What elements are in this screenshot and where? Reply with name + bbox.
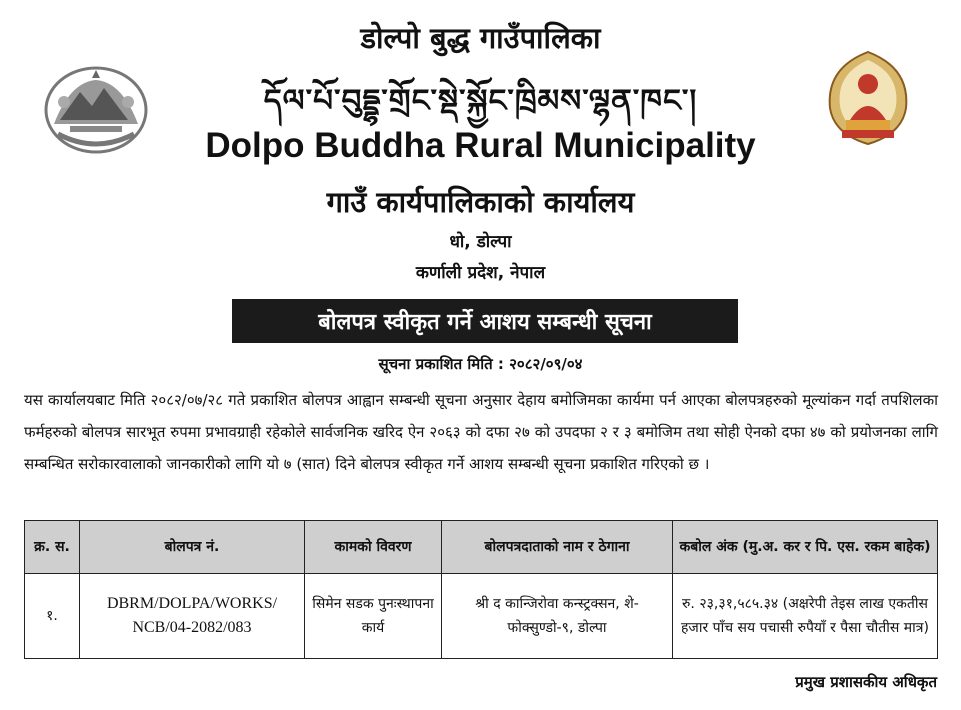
- office-title: गाउँ कार्यपालिकाको कार्यालय: [326, 185, 635, 219]
- address-line-2: कर्णाली प्रदेश, नेपाल: [415, 263, 546, 283]
- municipality-name-nepali: डोल्पो बुद्ध गाउँपालिका: [360, 21, 601, 55]
- notice-body: यस कार्यालयबाट मिति २०८२/०७/२८ गते प्रकाशित बोलपत्र आह्वान सम्बन्धी सूचना अनुसार देहाय बमोजिमका कार्यमा पर्न आएका बोलपत्रहरुको मूल्यांकन गर्दा तपशिलका फर्महरुको बोलपत्र सारभूत रुपमा प्रभावग्राही रहेकोले सार्वजनिक खरिद ऐन २०६३ को दफा २७ को उपदफा २ र ३ बमोजिम तथा सोही ऐनको दफा ४७ को प्रयोजनका लागि सम्बन्धित सरोकारवालाको जानकारीको लागि यो ७ (सात) दिने बोलपत्र स्वीकृत गर्ने आशय सम्बन्धी सूचना प्रकाशित गरिएको छ ।: [24, 391, 938, 473]
- cell-amount: रु. २३,३१,५८५.३४ (अक्षरेपी तेइस लाख एकतीस हजार पाँच सय पचासी रुपैयाँ र पैसा चौतीस मात्र): [673, 574, 938, 659]
- table-header-row: [25, 521, 938, 574]
- col-header-bidder: बोलपत्रदाताको नाम र ठेगाना: [442, 521, 673, 574]
- signatory: प्रमुख प्रशासकीय अधिकृत: [795, 673, 937, 691]
- col-header-sn: क्र. स.: [25, 521, 80, 574]
- notice-heading: बोलपत्र स्वीकृत गर्ने आशय सम्बन्धी सूचना: [232, 299, 738, 343]
- published-date: सूचना प्रकाशित मिति : २०८२/०९/०४: [378, 355, 583, 373]
- col-header-package: बोलपत्र नं.: [80, 521, 305, 574]
- col-header-description: कामको विवरण: [305, 521, 442, 574]
- address-line-1: धो, डोल्पा: [449, 232, 512, 252]
- municipality-name-tibetan: དོལ་པོ་བུདྡྷ་གྲོང་སྡེ་སྐྱོང་ཁྲིམས་ལྷན་ཁང་།: [263, 83, 698, 119]
- cell-sn: १.: [25, 574, 80, 659]
- cell-description: सिमेन सडक पुनःस्थापना कार्य: [305, 574, 442, 659]
- cell-bidder: श्री द कान्जिरोवा कन्स्ट्रक्सन, शे-फोक्सुण्डो-९, डोल्पा: [442, 574, 673, 659]
- bid-table: [24, 520, 938, 659]
- cell-package: DBRM/DOLPA/WORKS/ NCB/04-2082/083: [80, 574, 305, 659]
- table-row: [25, 574, 938, 659]
- col-header-amount: कबोल अंक (मु.अ. कर र पि. एस. रकम बाहेक): [673, 521, 938, 574]
- municipality-name-english: Dolpo Buddha Rural Municipality: [205, 126, 756, 165]
